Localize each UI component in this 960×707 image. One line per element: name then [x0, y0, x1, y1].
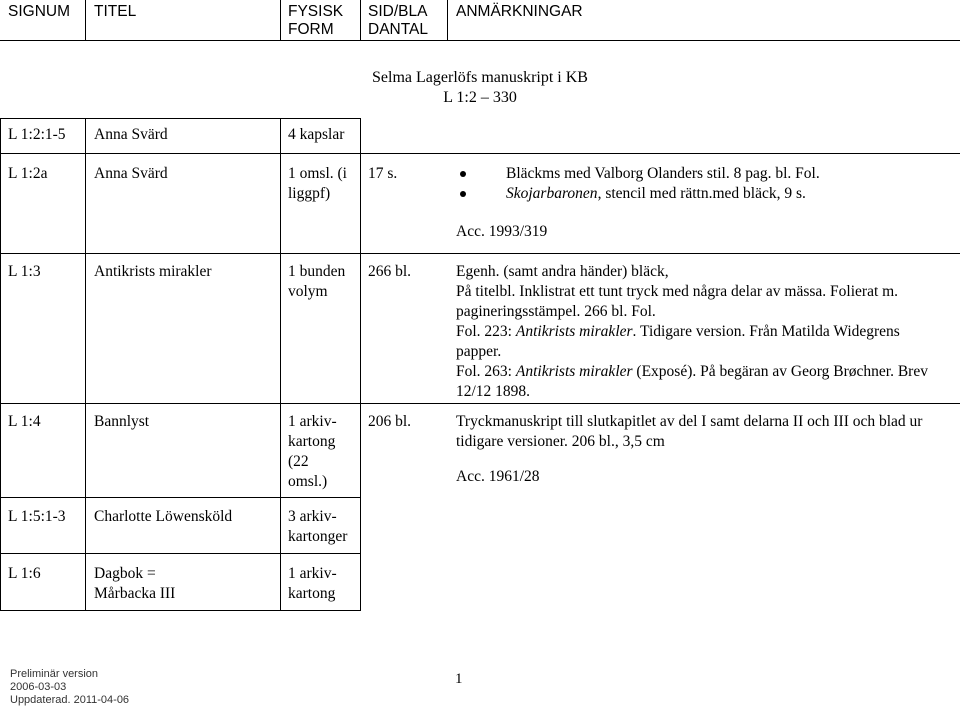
header-sid-bladantal [368, 3, 428, 39]
bullet-item [506, 184, 806, 204]
cell-sid: 206 bl. [368, 413, 412, 430]
page-number: 1 [455, 671, 463, 687]
cell-sid: 266 bl. [368, 263, 412, 280]
italic-title: Antikrists mirakler [515, 363, 633, 380]
table-rule [0, 153, 361, 154]
header-anmarkningar: ANMÄRKNINGAR [456, 3, 583, 20]
document-title-line1: Selma Lagerlöfs manuskript i KB [372, 69, 588, 86]
cell-titel: Anna Svärd [94, 165, 168, 182]
cell-form-line: (22 [288, 453, 309, 470]
header-divider [85, 0, 86, 40]
cell-anmarkning [456, 262, 956, 402]
italic-title: Skojarbaronen [506, 185, 598, 202]
table-border [85, 118, 86, 610]
cell-titel: Anna Svärd [94, 126, 168, 143]
header-signum: SIGNUM [8, 3, 70, 20]
italic-title: Antikrists mirakler [515, 323, 633, 340]
cell-form-line: liggpf) [288, 185, 331, 202]
table-border [280, 118, 281, 610]
cell-form-line: 1 arkiv- [288, 413, 337, 430]
cell-titel: Charlotte Löwensköld [94, 508, 233, 525]
cell-titel-line: Mårbacka III [94, 585, 176, 602]
cell-form-line: kartong [288, 433, 336, 450]
header-divider [360, 0, 361, 40]
note-line: Egenh. (samt andra händer) bläck, [456, 263, 669, 280]
cell-titel: Antikrists mirakler [94, 263, 212, 280]
table-border [0, 118, 1, 610]
note-text: Fol. 263: [456, 363, 516, 380]
bullet-item: Bläckms med Valborg Olanders stil. 8 pag. bl. Fol. [506, 165, 820, 182]
cell-titel-line: Dagbok = [94, 565, 156, 582]
note-line [456, 362, 956, 382]
cell-form-line: 1 omsl. (i [288, 165, 347, 182]
header-sid-line2: DANTAL [368, 21, 429, 38]
cell-titel [94, 564, 175, 604]
header-sid-line1: SID/BLA [368, 3, 428, 20]
note-text: . Tidigare version. Från Matilda Widegrens [632, 323, 900, 340]
cell-signum: L 1:6 [8, 565, 41, 582]
note-line: På titelbl. Inklistrat ett tunt tryck med några delar av mässa. Folierat m. [456, 283, 899, 300]
header-fysisk-line1: FYSISK [288, 3, 344, 20]
table-rule [0, 497, 361, 498]
bullet-text: , stencil med rättn.med bläck, 9 s. [597, 185, 806, 202]
cell-form [288, 262, 345, 302]
header-divider [280, 0, 281, 40]
note-text: Fol. 223: [456, 323, 516, 340]
cell-form-line: kartong [288, 585, 336, 602]
cell-form-line: volym [288, 283, 328, 300]
cell-form [288, 164, 347, 204]
cell-form [288, 412, 337, 492]
cell-signum: L 1:3 [8, 263, 41, 280]
document-title [0, 68, 960, 108]
cell-titel: Bannlyst [94, 413, 150, 430]
header-fysisk-line2: FORM [288, 21, 334, 38]
table-rule [0, 610, 361, 611]
cell-signum: L 1:2:1-5 [8, 126, 66, 143]
table-rule [361, 153, 960, 154]
footer-date: 2006-03-03 [10, 681, 67, 693]
table-rule [0, 553, 361, 554]
cell-form-line: 3 arkiv- [288, 508, 337, 525]
footer-version: Preliminär version [10, 668, 99, 680]
note-line: 12/12 1898. [456, 383, 531, 400]
table-rule [0, 253, 960, 254]
table-header [0, 0, 960, 41]
header-fysisk-form [288, 3, 343, 39]
document-title-line2: L 1:2 – 330 [443, 89, 517, 106]
cell-acc: Acc. 1993/319 [456, 223, 548, 240]
cell-form [288, 507, 347, 547]
cell-signum: L 1:2a [8, 165, 48, 182]
cell-signum: L 1:5:1-3 [8, 508, 66, 525]
cell-form-line: 1 bunden [288, 263, 346, 280]
note-line: tidigare versioner. 206 bl., 3,5 cm [456, 433, 665, 450]
footer-updated: Uppdaterad. 2011-04-06 [10, 694, 130, 706]
cell-sid: 17 s. [368, 165, 398, 182]
note-line: papper. [456, 343, 502, 360]
header-divider [447, 0, 448, 40]
cell-form-line: omsl.) [288, 473, 328, 490]
table-rule [0, 118, 361, 119]
cell-form: 4 kapslar [288, 126, 345, 143]
cell-form-line: 1 arkiv- [288, 565, 337, 582]
header-titel: TITEL [94, 3, 137, 20]
note-text: (Exposé). På begäran av Georg Brøchner. Brev [632, 363, 928, 380]
note-line: Tryckmanuskript till slutkapitlet av del I samt delarna II och III och blad ur [456, 413, 923, 430]
note-line [456, 322, 956, 342]
cell-signum: L 1:4 [8, 413, 41, 430]
cell-anmarkning [456, 412, 956, 452]
cell-form [288, 564, 337, 604]
table-border [360, 118, 361, 610]
note-line: pagineringsstämpel. 266 bl. Fol. [456, 303, 656, 320]
table-rule [0, 403, 960, 404]
cell-form-line: kartonger [288, 528, 348, 545]
cell-acc: Acc. 1961/28 [456, 468, 540, 485]
